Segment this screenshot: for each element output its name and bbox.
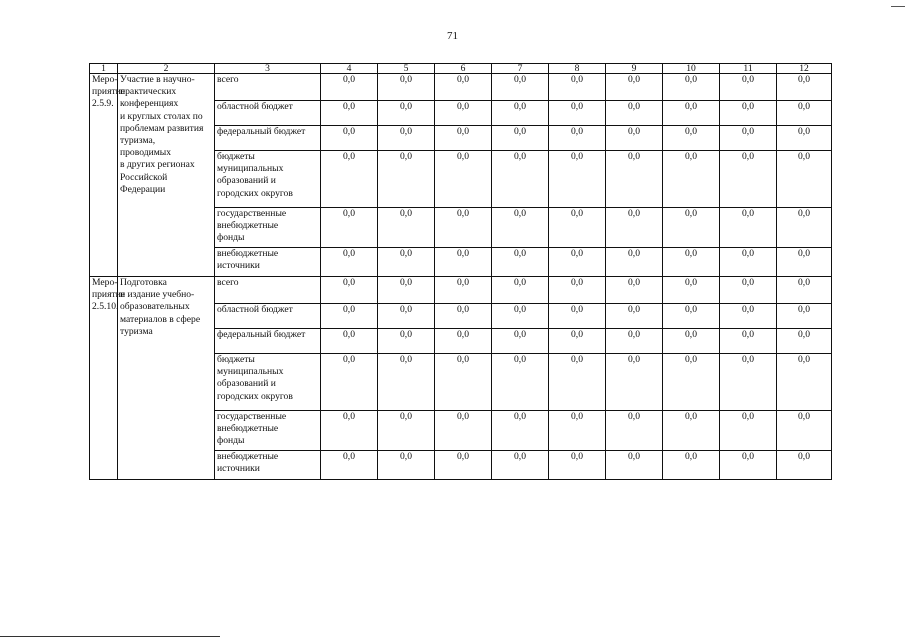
scan-edge-line <box>0 636 220 637</box>
value-cell: 0,0 <box>663 101 720 126</box>
value-cell: 0,0 <box>549 126 606 151</box>
value-cell: 0,0 <box>777 354 832 411</box>
value-cell: 0,0 <box>606 101 663 126</box>
value-cell: 0,0 <box>435 248 492 277</box>
value-cell: 0,0 <box>777 329 832 354</box>
value-cell: 0,0 <box>549 329 606 354</box>
value-cell: 0,0 <box>492 451 549 480</box>
value-cell: 0,0 <box>378 329 435 354</box>
value-cell: 0,0 <box>549 208 606 248</box>
value-cell: 0,0 <box>549 304 606 329</box>
value-cell: 0,0 <box>663 304 720 329</box>
budget-table <box>89 63 832 480</box>
value-cell: 0,0 <box>720 101 777 126</box>
value-cell: 0,0 <box>663 411 720 451</box>
header-cell: 8 <box>549 64 606 74</box>
value-cell: 0,0 <box>720 329 777 354</box>
value-cell: 0,0 <box>777 151 832 208</box>
value-cell: 0,0 <box>321 126 378 151</box>
value-cell: 0,0 <box>777 451 832 480</box>
value-cell: 0,0 <box>663 329 720 354</box>
value-cell: 0,0 <box>378 277 435 304</box>
value-cell: 0,0 <box>435 277 492 304</box>
value-cell: 0,0 <box>663 126 720 151</box>
value-cell: 0,0 <box>321 304 378 329</box>
header-row <box>90 64 832 74</box>
value-cell: 0,0 <box>321 101 378 126</box>
value-cell: 0,0 <box>606 277 663 304</box>
value-cell: 0,0 <box>663 74 720 101</box>
value-cell: 0,0 <box>321 451 378 480</box>
value-cell: 0,0 <box>492 151 549 208</box>
value-cell: 0,0 <box>378 248 435 277</box>
funding-source: всего <box>215 74 321 101</box>
value-cell: 0,0 <box>663 277 720 304</box>
header-cell: 9 <box>606 64 663 74</box>
value-cell: 0,0 <box>321 354 378 411</box>
value-cell: 0,0 <box>606 248 663 277</box>
funding-source: бюджеты муниципальных образований и городских округов <box>215 151 321 208</box>
value-cell: 0,0 <box>606 354 663 411</box>
table-row <box>90 277 832 304</box>
value-cell: 0,0 <box>606 411 663 451</box>
value-cell: 0,0 <box>549 248 606 277</box>
value-cell: 0,0 <box>606 126 663 151</box>
table-body <box>90 74 832 480</box>
value-cell: 0,0 <box>549 74 606 101</box>
value-cell: 0,0 <box>435 329 492 354</box>
page-number: 71 <box>447 30 458 42</box>
value-cell: 0,0 <box>492 354 549 411</box>
value-cell: 0,0 <box>492 329 549 354</box>
activity-title: Подготовка и издание учебно- образовательных материалов в сфере туризма <box>118 277 215 480</box>
activity-code: Меро- приятие 2.5.10. <box>90 277 118 480</box>
value-cell: 0,0 <box>606 329 663 354</box>
value-cell: 0,0 <box>606 151 663 208</box>
value-cell: 0,0 <box>720 451 777 480</box>
value-cell: 0,0 <box>720 354 777 411</box>
funding-source: областной бюджет <box>215 101 321 126</box>
value-cell: 0,0 <box>549 151 606 208</box>
value-cell: 0,0 <box>606 304 663 329</box>
value-cell: 0,0 <box>663 208 720 248</box>
value-cell: 0,0 <box>378 126 435 151</box>
funding-source: бюджеты муниципальных образований и городских округов <box>215 354 321 411</box>
funding-source: областной бюджет <box>215 304 321 329</box>
funding-source: внебюджетные источники <box>215 451 321 480</box>
value-cell: 0,0 <box>777 74 832 101</box>
value-cell: 0,0 <box>321 248 378 277</box>
value-cell: 0,0 <box>378 411 435 451</box>
value-cell: 0,0 <box>720 208 777 248</box>
value-cell: 0,0 <box>549 451 606 480</box>
table-row <box>90 74 832 101</box>
value-cell: 0,0 <box>492 208 549 248</box>
funding-source: федеральный бюджет <box>215 329 321 354</box>
value-cell: 0,0 <box>378 151 435 208</box>
value-cell: 0,0 <box>492 248 549 277</box>
scan-edge-mark <box>891 6 905 7</box>
value-cell: 0,0 <box>435 354 492 411</box>
header-cell: 1 <box>90 64 118 74</box>
value-cell: 0,0 <box>777 248 832 277</box>
activity-code: Меро- приятие 2.5.9. <box>90 74 118 277</box>
header-cell: 10 <box>663 64 720 74</box>
header-cell: 2 <box>118 64 215 74</box>
value-cell: 0,0 <box>435 101 492 126</box>
value-cell: 0,0 <box>777 208 832 248</box>
value-cell: 0,0 <box>492 411 549 451</box>
funding-source: государственные внебюджетные фонды <box>215 208 321 248</box>
value-cell: 0,0 <box>606 208 663 248</box>
value-cell: 0,0 <box>777 304 832 329</box>
value-cell: 0,0 <box>378 354 435 411</box>
value-cell: 0,0 <box>321 74 378 101</box>
value-cell: 0,0 <box>606 74 663 101</box>
value-cell: 0,0 <box>435 151 492 208</box>
value-cell: 0,0 <box>435 126 492 151</box>
value-cell: 0,0 <box>720 248 777 277</box>
header-cell: 5 <box>378 64 435 74</box>
value-cell: 0,0 <box>663 151 720 208</box>
value-cell: 0,0 <box>720 151 777 208</box>
header-cell: 7 <box>492 64 549 74</box>
value-cell: 0,0 <box>549 101 606 126</box>
header-cell: 3 <box>215 64 321 74</box>
value-cell: 0,0 <box>492 126 549 151</box>
value-cell: 0,0 <box>321 277 378 304</box>
value-cell: 0,0 <box>777 411 832 451</box>
value-cell: 0,0 <box>492 74 549 101</box>
value-cell: 0,0 <box>435 451 492 480</box>
value-cell: 0,0 <box>720 74 777 101</box>
funding-source: федеральный бюджет <box>215 126 321 151</box>
value-cell: 0,0 <box>549 411 606 451</box>
value-cell: 0,0 <box>549 277 606 304</box>
value-cell: 0,0 <box>492 304 549 329</box>
value-cell: 0,0 <box>435 74 492 101</box>
value-cell: 0,0 <box>720 126 777 151</box>
value-cell: 0,0 <box>435 208 492 248</box>
value-cell: 0,0 <box>321 151 378 208</box>
activity-title: Участие в научно- практических конференциях и круглых столах по проблемам развития туризма, проводимых в других регионах Российской Федерации <box>118 74 215 277</box>
value-cell: 0,0 <box>492 277 549 304</box>
value-cell: 0,0 <box>663 248 720 277</box>
header-cell: 12 <box>777 64 832 74</box>
value-cell: 0,0 <box>321 411 378 451</box>
value-cell: 0,0 <box>321 208 378 248</box>
header-cell: 11 <box>720 64 777 74</box>
value-cell: 0,0 <box>777 101 832 126</box>
value-cell: 0,0 <box>378 101 435 126</box>
value-cell: 0,0 <box>720 411 777 451</box>
value-cell: 0,0 <box>378 304 435 329</box>
value-cell: 0,0 <box>663 451 720 480</box>
value-cell: 0,0 <box>720 304 777 329</box>
funding-source: государственные внебюджетные фонды <box>215 411 321 451</box>
value-cell: 0,0 <box>606 451 663 480</box>
value-cell: 0,0 <box>435 304 492 329</box>
value-cell: 0,0 <box>777 126 832 151</box>
value-cell: 0,0 <box>378 208 435 248</box>
value-cell: 0,0 <box>720 277 777 304</box>
header-cell: 4 <box>321 64 378 74</box>
value-cell: 0,0 <box>777 277 832 304</box>
value-cell: 0,0 <box>663 354 720 411</box>
value-cell: 0,0 <box>435 411 492 451</box>
funding-source: внебюджетные источники <box>215 248 321 277</box>
value-cell: 0,0 <box>378 451 435 480</box>
header-cell: 6 <box>435 64 492 74</box>
value-cell: 0,0 <box>378 74 435 101</box>
funding-source: всего <box>215 277 321 304</box>
value-cell: 0,0 <box>321 329 378 354</box>
table-header <box>90 64 832 74</box>
value-cell: 0,0 <box>549 354 606 411</box>
value-cell: 0,0 <box>492 101 549 126</box>
